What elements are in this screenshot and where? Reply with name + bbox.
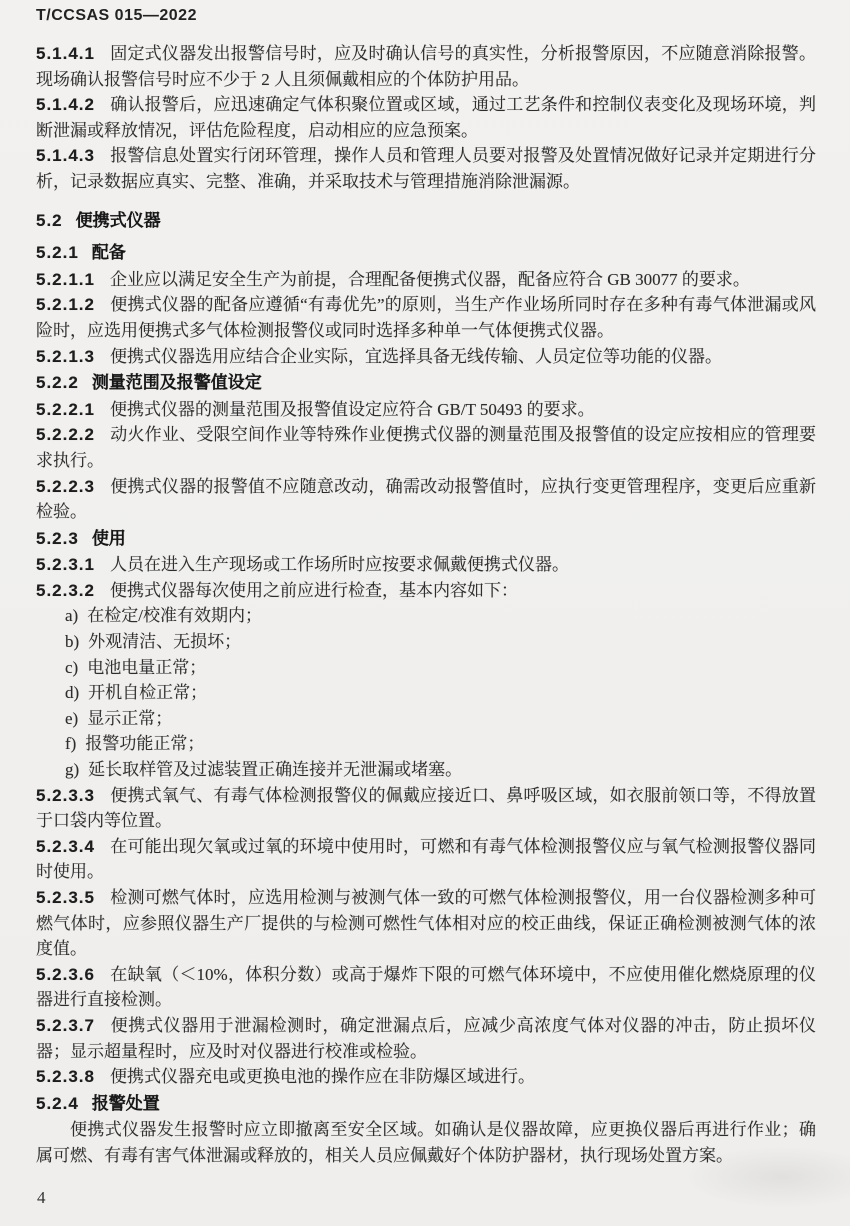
clause-5.1.4.1: 5.1.4.1 固定式仪器发出报警信号时，应及时确认信号的真实性，分析报警原因，不应随意消除报警。现场确认报警信号时应不少于 2 人且须佩戴相应的个体防护用品。 <box>36 44 816 89</box>
clause-number: 5.2.3.6 <box>36 964 95 984</box>
section-heading-5.2.1: 5.2.1 配备 <box>36 243 126 263</box>
clause-5.2.3.1: 5.2.3.1 人员在进入生产现场或工作场所时应按要求佩戴便携式仪器。 <box>36 555 569 575</box>
clause-number: 5.1.4.2 <box>36 95 95 115</box>
clause-number: 5.1.4.1 <box>36 44 95 63</box>
clause-number: 5.2.3.5 <box>36 888 95 907</box>
clause-5.1.4.2: 5.1.4.2 确认报警后，应迅速确定气体积聚位置或区域，通过工艺条件和控制仪表变化及现场环境，判断泄漏或释放情况，评估危险程度，启动相应的应急预案。 <box>36 95 816 140</box>
body-paragraph: 便携式仪器发生报警时应立即撤离至安全区域。如确认是仪器故障，应更换仪器后再进行作业；确属可燃、有毒有害气体泄漏或释放的，相关人员应佩戴好个体防护器材，执行现场处置方案。 <box>36 1120 816 1165</box>
clause-number: 5.2.1 <box>36 243 79 263</box>
checklist-item-c: c) 电池电量正常； <box>65 657 207 677</box>
list-item-label: c) <box>65 657 79 677</box>
section-heading-5.2.4: 5.2.4 报警处置 <box>36 1093 160 1113</box>
clause-number: 5.2 <box>36 210 63 230</box>
clause-5.2.1.1: 5.2.1.1 企业应以满足安全生产为前提，合理配备便携式仪器，配备应符合 GB 30077 的要求。 <box>36 269 750 289</box>
list-item-label: a) <box>65 606 79 626</box>
clause-number: 5.2.1.2 <box>36 295 95 315</box>
clause-number: 5.2.3.4 <box>36 836 95 856</box>
clause-5.2.2.2: 5.2.2.2 动火作业、受限空间作业等特殊作业便携式仪器的测量范围及报警值的设定应按相应的管理要求执行。 <box>36 425 816 470</box>
list-item-label: e) <box>65 708 79 728</box>
checklist-item-a: a) 在检定/校准有效期内； <box>65 606 262 626</box>
page-number: 4 <box>37 1188 46 1207</box>
clause-5.2.3.4: 5.2.3.4 在可能出现欠氧或过氧的环境中使用时，可燃和有毒气体检测报警仪应与氧气检测报警仪器同时使用。 <box>36 836 816 882</box>
clause-5.2.3.7: 5.2.3.7 便携式仪器用于泄漏检测时，确定泄漏点后，应减少高浓度气体对仪器的冲击，防止损坏仪器；显示超量程时，应及时对仪器进行校准或检验。 <box>36 1015 816 1061</box>
checklist-item-g: g) 延长取样管及过滤装置正确连接并无泄漏或堵塞。 <box>65 760 463 780</box>
list-item-label: d) <box>65 683 80 703</box>
clause-number: 5.2.2 <box>36 373 79 393</box>
list-item-label: g) <box>65 760 80 780</box>
clause-number: 5.2.4 <box>36 1093 79 1113</box>
clause-5.1.4.3: 5.1.4.3 报警信息处置实行闭环管理，操作人员和管理人员要对报警及处置情况做好记录并定期进行分析，记录数据应真实、完整、准确，并采取技术与管理措施消除泄漏源。 <box>36 146 816 191</box>
clause-5.2.2.1: 5.2.2.1 便携式仪器的测量范围及报警值设定应符合 GB/T 50493 的要求。 <box>36 399 595 419</box>
clause-5.2.1.3: 5.2.1.3 便携式仪器选用应结合企业实际，宜选择具备无线传输、人员定位等功能的仪器。 <box>36 346 722 366</box>
clause-number: 5.2.3.8 <box>36 1067 95 1087</box>
document-content <box>36 41 816 1169</box>
list-item-label: b) <box>65 632 80 652</box>
clause-5.2.3.3: 5.2.3.3 便携式氧气、有毒气体检测报警仪的佩戴应接近口、鼻呼吸区域，如衣服前领口等，不得放置于口袋内等位置。 <box>36 785 816 831</box>
clause-number: 5.2.3.2 <box>36 580 95 600</box>
checklist-item-e: e) 显示正常； <box>65 708 173 728</box>
document-header: T/CCSAS 015—2022 <box>36 7 197 24</box>
clause-number: 5.1.4.3 <box>36 146 95 166</box>
clause-number: 5.2.1.3 <box>36 346 95 366</box>
clause-number: 5.2.2.2 <box>36 425 95 445</box>
clause-5.2.2.3: 5.2.2.3 便携式仪器的报警值不应随意改动，确需改动报警值时，应执行变更管理程序，变更后应重新检验。 <box>36 476 816 522</box>
clause-5.2.3.5: 5.2.3.5 检测可燃气体时，应选用检测与被测气体一致的可燃气体检测报警仪，用一台仪器检测多种可燃气体时，应参照仪器生产厂提供的与检测可燃性气体相对应的校正曲线，保证正确检测被测气体的浓度值。 <box>36 888 816 959</box>
list-item-label: f) <box>65 734 77 754</box>
clause-number: 5.2.1.1 <box>36 269 95 289</box>
clause-5.2.3.6: 5.2.3.6 在缺氧（＜10%，体积分数）或高于爆炸下限的可燃气体环境中，不应使用催化燃烧原理的仪器进行直接检测。 <box>36 964 816 1010</box>
clause-number: 5.2.3 <box>36 528 79 548</box>
section-heading-5.2.3: 5.2.3 使用 <box>36 528 126 548</box>
clause-5.2.1.2: 5.2.1.2 便携式仪器的配备应遵循“有毒优先”的原则，当生产作业场所同时存在多种有毒气体泄漏或风险时，应选用便携式多气体检测报警仪或同时选择多种单一气体便携式仪器。 <box>36 295 816 340</box>
section-heading-5.2.2: 5.2.2 测量范围及报警值设定 <box>36 373 262 393</box>
clause-number: 5.2.2.3 <box>36 476 95 496</box>
clause-5.2.3.2: 5.2.3.2 便携式仪器每次使用之前应进行检查，基本内容如下： <box>36 580 518 600</box>
checklist-item-d: d) 开机自检正常； <box>65 683 208 703</box>
section-heading-5.2: 5.2 便携式仪器 <box>36 210 161 230</box>
clause-number: 5.2.3.3 <box>36 785 95 805</box>
clause-number: 5.2.3.1 <box>36 555 95 575</box>
checklist-item-b: b) 外观清洁、无损坏； <box>65 632 242 652</box>
clause-number: 5.2.3.7 <box>36 1015 95 1035</box>
clause-5.2.3.8: 5.2.3.8 便携式仪器充电或更换电池的操作应在非防爆区域进行。 <box>36 1067 535 1087</box>
clause-number: 5.2.2.1 <box>36 399 95 419</box>
checklist-item-f: f) 报警功能正常； <box>65 734 205 754</box>
